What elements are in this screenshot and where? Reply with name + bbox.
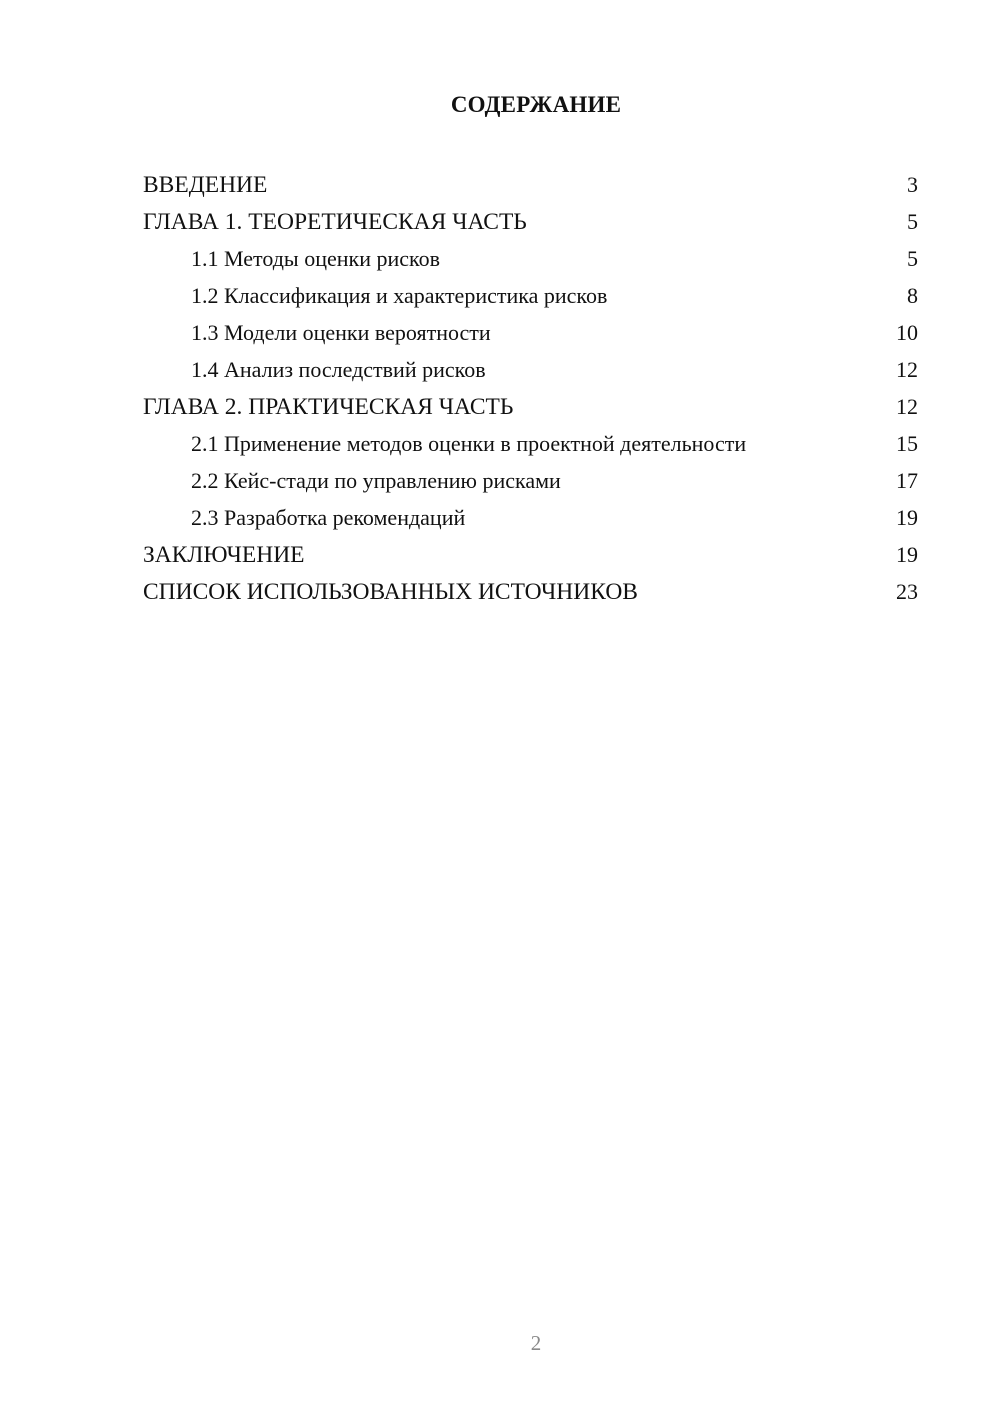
toc-entry [143,536,918,573]
toc-entry-page: 8 [907,283,918,308]
toc-entry [143,573,918,610]
toc-entry-label: 1.1 Методы оценки рисков [191,246,440,271]
toc-entry-label: ЗАКЛЮЧЕНИЕ [143,542,305,568]
toc-entry [143,425,918,462]
toc-entry [143,499,918,536]
toc-entry-label: СПИСОК ИСПОЛЬЗОВАННЫХ ИСТОЧНИКОВ [143,579,638,605]
toc-entry-label: 1.2 Классификация и характеристика рисков [191,283,608,308]
toc-entry-label: 2.3 Разработка рекомендаций [191,505,466,530]
toc-entry [143,388,918,425]
toc-entry-label: 1.3 Модели оценки вероятности [191,320,491,345]
toc-entry-page: 19 [896,505,918,530]
toc-entry [143,462,918,499]
toc-entry-label: ВВЕДЕНИЕ [143,172,268,198]
page-number: 2 [530,1331,542,1355]
toc-entry [143,166,918,203]
toc-entry-page: 23 [896,579,918,604]
toc-entry [143,203,918,240]
toc-entry-page: 17 [896,468,918,493]
toc-entry-label: 2.2 Кейс-стади по управлению рисками [191,468,561,493]
toc-entry [143,351,918,388]
toc-entry-page: 5 [907,209,918,234]
toc-entry-label: 1.4 Анализ последствий рисков [191,357,486,382]
toc-entry-label: ГЛАВА 1. ТЕОРЕТИЧЕСКАЯ ЧАСТЬ [143,209,527,235]
toc-entry-page: 10 [896,320,918,345]
toc-entry-label: ГЛАВА 2. ПРАКТИЧЕСКАЯ ЧАСТЬ [143,394,514,420]
toc-entry [143,240,918,277]
toc-entry-page: 19 [896,542,918,567]
toc-entry-page: 15 [896,431,918,456]
toc-entry-page: 12 [896,357,918,382]
toc-entry-page: 5 [907,246,918,271]
toc-entry-label: 2.1 Применение методов оценки в проектной деятельности [191,431,747,456]
toc-entry [143,314,918,351]
table-of-contents [143,166,918,610]
toc-entry [143,277,918,314]
toc-title: СОДЕРЖАНИЕ [450,92,622,117]
toc-entry-page: 3 [907,172,918,197]
toc-entry-page: 12 [896,394,918,419]
